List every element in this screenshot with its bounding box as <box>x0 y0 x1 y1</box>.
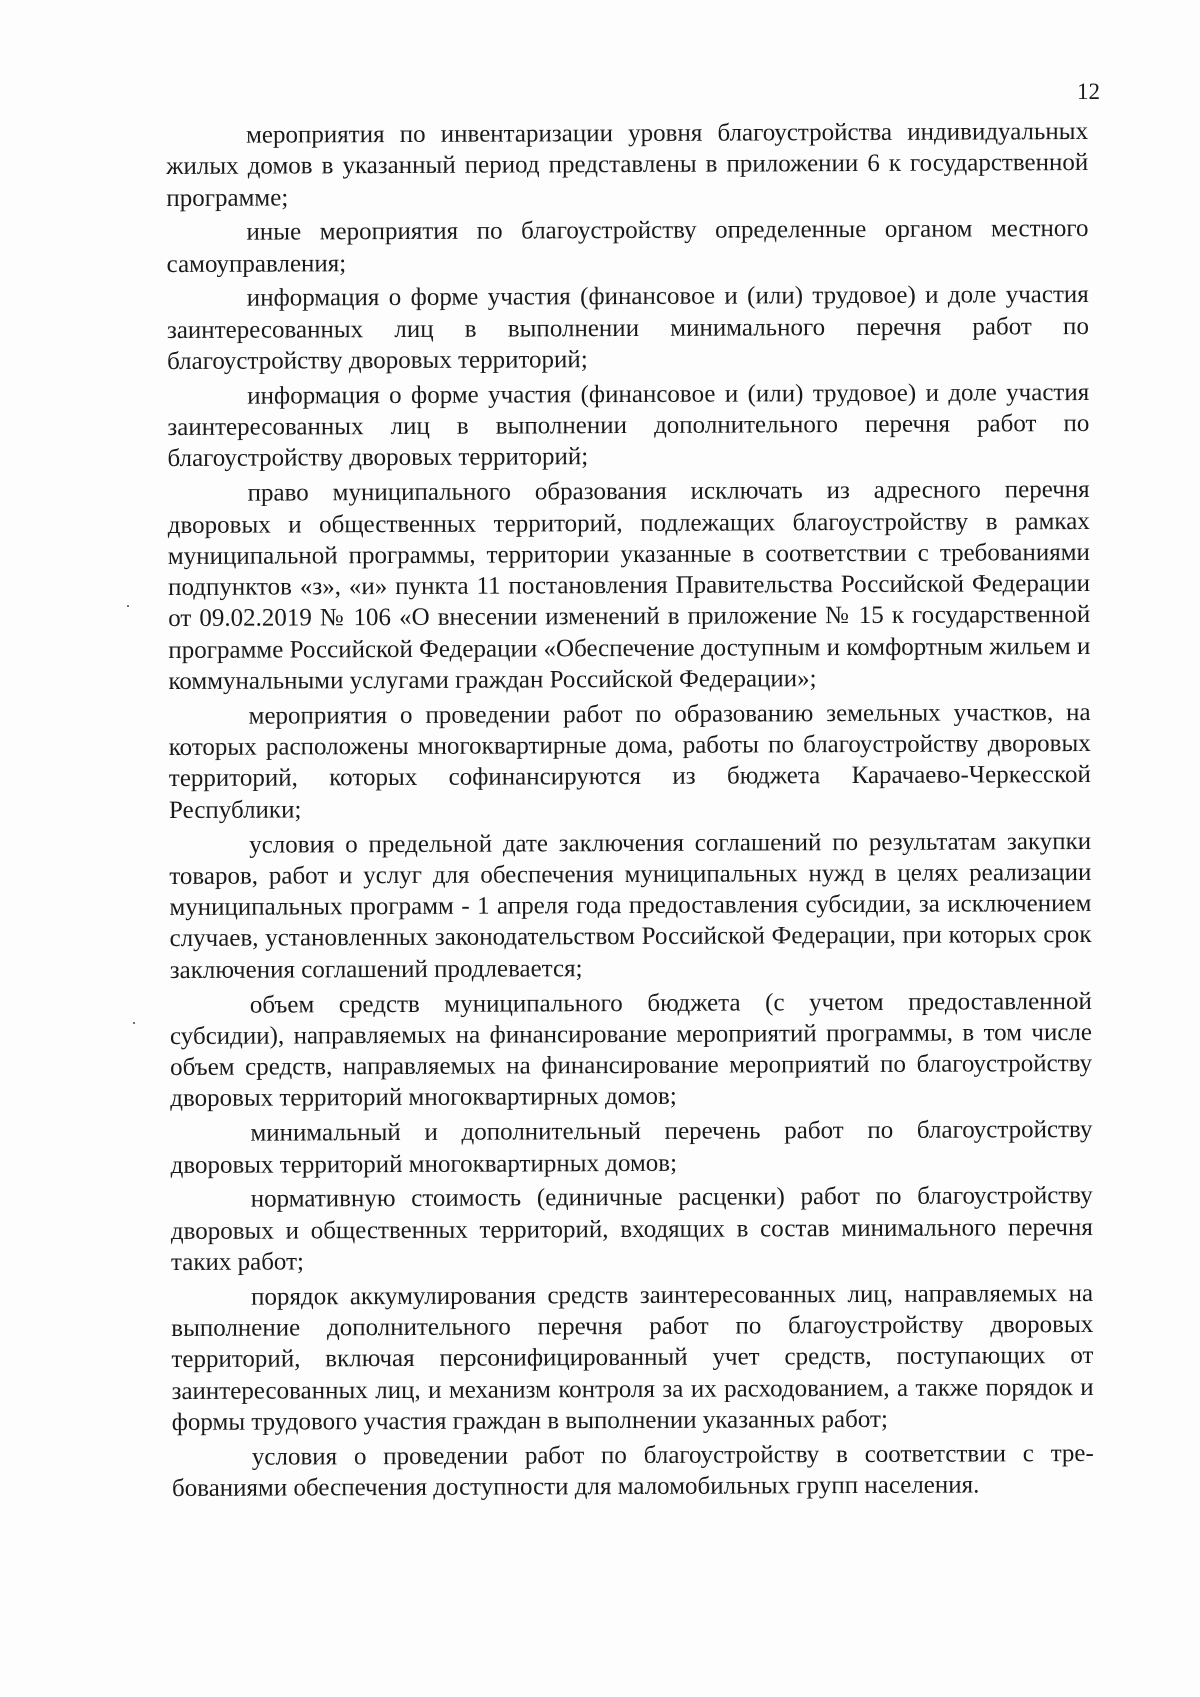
paragraph-2: иные мероприятия по благоустройству определенные органом местного самоуправления; <box>166 215 1089 278</box>
scan-speck <box>133 1022 135 1024</box>
document-body <box>166 116 1094 1508</box>
paragraph-1: мероприятия по инвентаризации уровня благоустройства индивидуальных жилых домов в указанный период представлены в приложении 6 к государственной программе; <box>166 117 1089 212</box>
paragraph-7: условия о предельной дате заключения соглашений по результатам закупки товаров, работ и услуг для обеспечения муниципальных нужд в целях реализации муниципальных программ - 1 апреля года предоставления субсидии, за исключением случаев, установленных законодательством Российской Федерации, при которых срок заключения соглашений продлевается; <box>169 827 1092 984</box>
scan-speck <box>127 605 129 607</box>
paragraph-12: условия о проведении работ по благоустройству в соответствии с требованиями обеспечения доступности для маломобильных групп населения. <box>171 1439 1094 1502</box>
paragraph-5: право муниципального образования исключать из адресного перечня дворовых и общественных территорий, подлежащих благоустройству в рамках муниципальной программы, территории указанные в соответствии с требованиями подпунктов «з», «и» пункта 11 постановления Правительства Российской Федерации от 09.02.2019 № 106 «О внесении изменений в приложение № 15 к государственной программе Российской Федерации «Обеспечение доступным и комфортным жильем и коммунальными услугами граждан Российской Федерации»; <box>167 476 1091 696</box>
paragraph-3: информация о форме участия (финансовое и (или) трудовое) и доле участия заинтересованных лиц в выполнении минимального перечня работ по благоустройству дворовых территорий; <box>166 281 1089 376</box>
page-number: 12 <box>1077 79 1100 104</box>
paragraph-10: нормативную стоимость (единичные расценки) работ по благоустройству дворовых и общественных территорий, входящих в состав минимального перечня таких работ; <box>170 1182 1093 1276</box>
paragraph-4: информация о форме участия (финансовое и (или) трудовое) и доле участия заинтересованных лиц в выполнении дополнительного перечня работ по благоустройству дворовых территорий; <box>167 378 1090 473</box>
paragraph-11: порядок аккумулирования средств заинтересованных лиц, направляемых на выполнение дополнительного перечня работ по благоустройству дворовых территорий, включая персонифицированный учет средств, поступающих от заинтересованных лиц, и механизм контроля за их расходованием, а также порядок и формы трудового участия граждан в выполнении указанных работ; <box>171 1279 1094 1436</box>
paragraph-9: минимальный и дополнительный перечень работ по благоустройству дворовых территорий многоквартирных домов; <box>170 1116 1093 1179</box>
paragraph-8: объем средств муниципального бюджета (с учетом предоставленной субсидии), направляемых на финансирование мероприятий программы, в том числе объем средств, направляемых на финансирование мероприятий по благоустройству дворовых территорий многоквартирных домов; <box>169 987 1093 1113</box>
paragraph-6: мероприятия о проведении работ по образованию земельных участков, на которых расположены многоквартирные дома, работы по благоустройству дворовых территорий, которых софинансируются из бюджета Карачаево-Черкесской Республики; <box>168 698 1091 824</box>
